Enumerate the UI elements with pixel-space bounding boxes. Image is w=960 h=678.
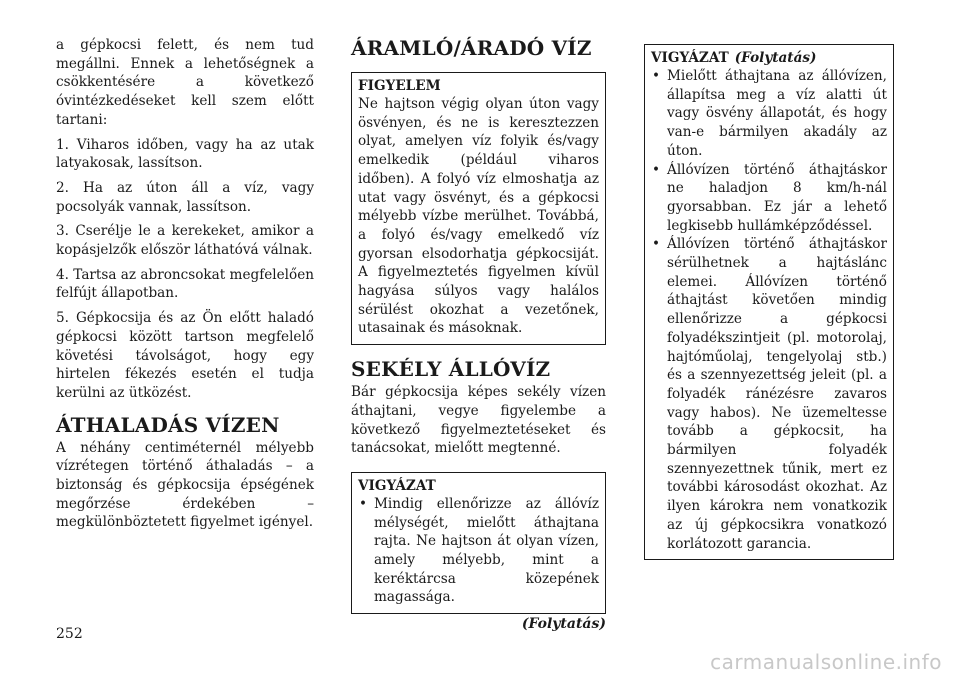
column-left <box>56 36 314 538</box>
caution-list <box>358 495 599 607</box>
caution-title-text: VIGYÁZAT <box>651 50 729 66</box>
caution-title-continued: (Folytatás) <box>734 50 817 66</box>
paragraph: 3. Cserélje le a kerekeket, amikor a kopásjelzők először láthatóvá válnak. <box>56 223 314 259</box>
paragraph: 2. Ha az úton áll a víz, vagy pocsolyák vannak, lassítson. <box>56 179 314 215</box>
caution-list <box>651 67 887 553</box>
caution-title <box>651 49 887 67</box>
caution-title: VIGYÁZAT <box>358 477 436 494</box>
caution-box-continued <box>644 44 894 560</box>
paragraph: 4. Tartsa az abroncsokat megfelelően felfújt állapotban. <box>56 266 314 302</box>
list-item: • Állóvízen történő áthajtáskor ne haladjon 8 km/h-nál gyorsabban. Ez jár a lehető legkisebb hullámképződéssel. <box>651 161 887 236</box>
continued-label: (Folytatás) <box>521 616 606 633</box>
column-right <box>644 44 894 560</box>
caution-box-vigyazat <box>351 472 606 614</box>
paragraph: 5. Gépkocsija és az Ön előtt haladó gépkocsi között tartson megfelelő követési távolságot, hogy egy hirtelen fékezés esetén el tudja kerülni az ütközést. <box>56 310 314 401</box>
section-heading-athaladas: ÁTHALADÁS VÍZEN <box>56 412 280 437</box>
watermark: carmanualsonline.info <box>710 650 942 674</box>
warning-text: Ne hajtson végig olyan úton vagy ösvényen, és ne is keresztezzen olyat, amelyen víz folyik és/vagy emelkedik (például viharos időben). A folyó víz elmoshatja az utat vagy ösvényt, és a gépkocsi mélyebb vízbe merülhet. Továbbá, a folyó és/vagy emelkedő víz gyorsan elsodorhatja gépkocsiját. A figyelmeztetés figyelmen kívül hagyása súlyos vagy halálos sérülést okozhat a vezetőnek, utasainak és másoknak. <box>358 96 599 337</box>
page-number: 252 <box>56 626 83 642</box>
column-middle <box>351 36 606 632</box>
warning-box-figyelem <box>351 72 606 345</box>
paragraph: Bár gépkocsija képes sekély vízen áthajtani, vegye figyelembe a következő figyelmeztetéseket és tanácsokat, mielőtt megtenné. <box>351 384 606 457</box>
section-heading-sekely-alloviz: SEKÉLY ÁLLÓVÍZ <box>351 357 551 382</box>
paragraph: A néhány centiméternél mélyebb vízrétegen történő áthaladás – a biztonság és gépkocsija épségének megőrzése érdekében – megkülönböztetett figyelmet igényel. <box>56 439 314 531</box>
list-item: • Állóvízen történő áthajtáskor sérülhetnek a hajtáslánc elemei. Állóvízen történő áthajtást követően mindig ellenőrizze a gépkocsi folyadékszintjeit (pl. motorolaj, hajtóműolaj, tengelyolaj stb.) és a szennyezettség jeleit (pl. a folyadék ránézésre zavaros vagy habos). Ne üzemeltesse tovább a gépkocsit, ha bármilyen folyadék szennyezettnek tűnik, mert ez további károsodást okozhat. Az ilyen károkra nem vonatkozik az új gépkocsikra vonatkozó korlátozott garancia. <box>651 235 887 553</box>
paragraph: a gépkocsi felett, és nem tud megállni. Ennek a lehetőségnek a csökkentésére a következő óvintézkedéseket kell szem előtt tartani: <box>56 37 314 128</box>
warning-title: FIGYELEM <box>358 78 441 94</box>
list-item: • Mielőtt áthajtana az állóvízen, állapítsa meg a víz alatti út vagy ösvény állapotát, és hogy van-e bármilyen akadály az úton. <box>651 67 887 161</box>
list-item: • Mindig ellenőrizze az állóvíz mélységét, mielőtt áthajtana rajta. Ne hajtson át olyan vízen, amely mélyebb, mint a keréktárcsa közepének magassága. <box>358 495 599 607</box>
section-heading-aramlo-viz: ÁRAMLÓ/ÁRADÓ VÍZ <box>351 36 592 60</box>
paragraph: 1. Viharos időben, vagy ha az utak latyakosak, lassítson. <box>56 136 314 172</box>
